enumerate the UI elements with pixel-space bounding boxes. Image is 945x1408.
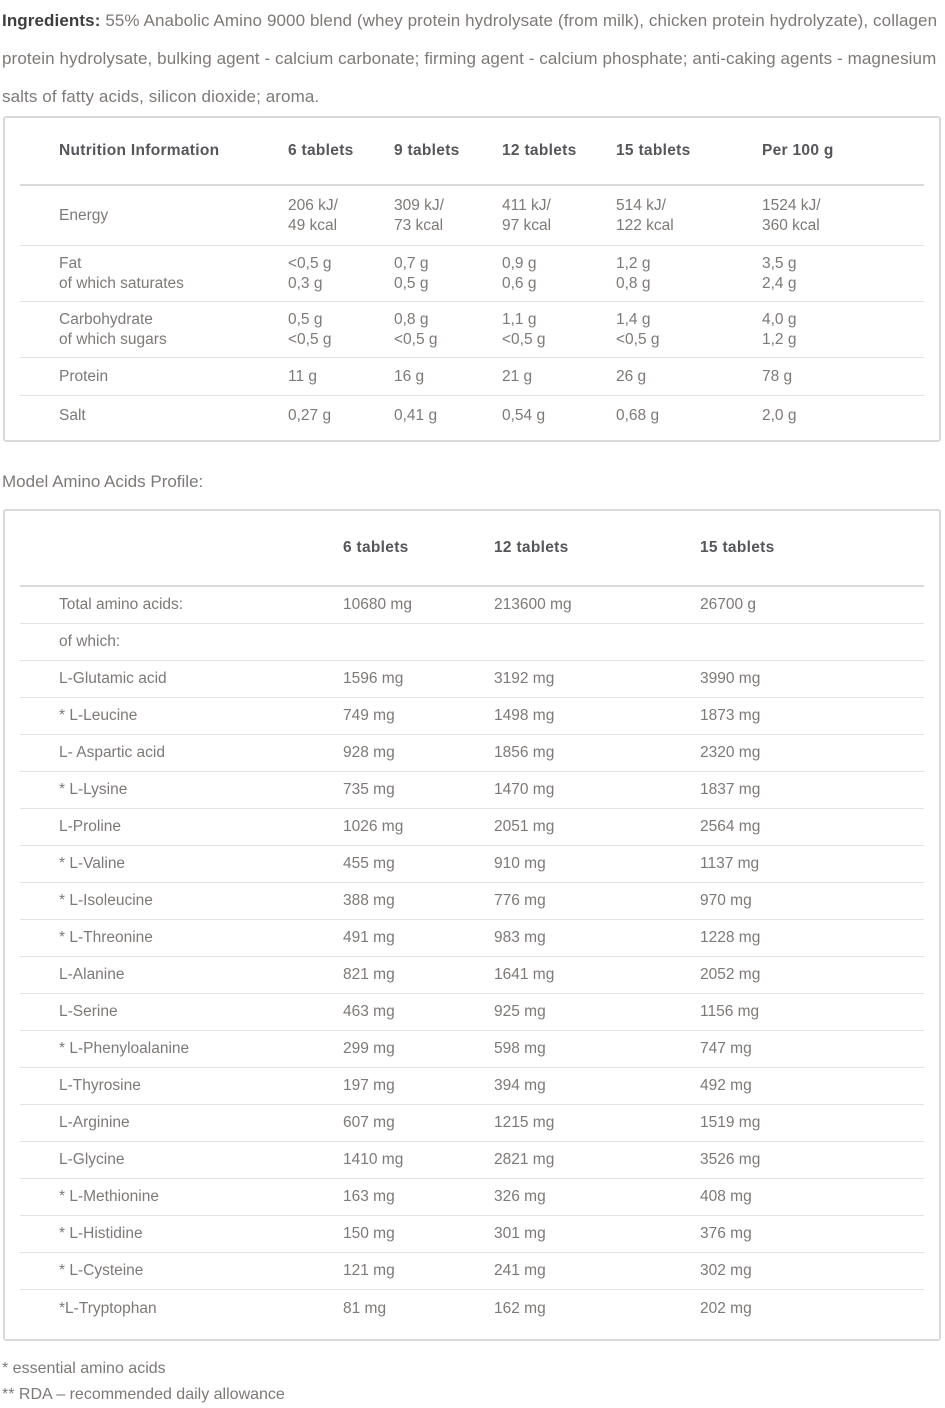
cell-value: 455 mg	[343, 855, 395, 872]
table-row	[20, 1068, 924, 1105]
cell-value: 463 mg	[343, 1003, 395, 1020]
cell-value: 162 mg	[494, 1299, 546, 1317]
ingredients-text: 55% Anabolic Amino 9000 blend (whey protein hydrolysate (from milk), chicken protein hydrolyzate), collagen protein hydrolysate, bulking agent - calcium carbonate; firming agent - calcium phosphate; anti-caking agents - magnesium salts of fatty acids, silicon dioxide; aroma.	[2, 11, 938, 106]
footnote-essential-amino-acids: * essential amino acids	[2, 1360, 166, 1377]
cell-value: 983 mg	[494, 929, 546, 946]
cell-value: 1156 mg	[700, 1003, 760, 1020]
cell-value: 241 mg	[494, 1262, 546, 1279]
cell-value: 598 mg	[494, 1040, 546, 1057]
cell-value: 1215 mg	[494, 1114, 555, 1131]
cell-value: 16 g	[394, 367, 425, 385]
row-label: L-Thyrosine	[59, 1077, 141, 1094]
cell-value: 0,68 g	[616, 407, 660, 424]
table-row	[20, 698, 924, 735]
cell-value: 0,41 g	[394, 407, 438, 424]
cell-value: 213600 mg	[494, 596, 572, 613]
column-header: Per 100 g	[762, 142, 834, 159]
row-label: *L-Tryptophan	[59, 1299, 157, 1317]
cell-value: 749 mg	[343, 707, 395, 724]
cell-value: 3990 mg	[700, 670, 761, 687]
table-header-row	[20, 118, 924, 186]
cell-value: 0,8 g <0,5 g	[394, 310, 438, 348]
table-row	[20, 186, 924, 246]
row-label: * L-Isoleucine	[59, 892, 153, 909]
table-title: Nutrition Information	[59, 142, 220, 159]
table-row	[20, 772, 924, 809]
cell-value: 3526 mg	[700, 1151, 761, 1168]
cell-value: 11 g	[288, 367, 318, 385]
cell-value: 1,1 g <0,5 g	[502, 310, 546, 348]
row-label: L-Glycine	[59, 1151, 125, 1168]
table-row	[20, 396, 924, 436]
cell-value: 1,2 g 0,8 g	[616, 254, 651, 292]
cell-value: 492 mg	[700, 1077, 752, 1094]
cell-value: 821 mg	[343, 966, 395, 983]
cell-value: 0,9 g 0,6 g	[502, 254, 537, 292]
row-label: * L-Phenyloalanine	[59, 1040, 190, 1057]
table-row	[20, 735, 924, 772]
cell-value: 514 kJ/ 122 kcal	[616, 196, 674, 234]
column-header: 6 tablets	[288, 142, 354, 159]
cell-value: 1228 mg	[700, 929, 761, 946]
row-label: * L-Lysine	[59, 781, 128, 798]
cell-value: 0,5 g <0,5 g	[288, 310, 332, 348]
cell-value: 925 mg	[494, 1003, 546, 1020]
cell-value: 1641 mg	[494, 966, 555, 983]
row-label: Salt	[59, 407, 86, 424]
column-header: 12 tablets	[494, 539, 569, 556]
table-row	[20, 1105, 924, 1142]
table-row	[20, 246, 924, 302]
cell-value: 197 mg	[343, 1077, 395, 1094]
cell-value: 408 mg	[700, 1188, 752, 1205]
table-row	[20, 809, 924, 846]
cell-value: 2051 mg	[494, 818, 555, 835]
footnote-rda: ** RDA – recommended daily allowance	[2, 1386, 285, 1403]
cell-value: 206 kJ/ 49 kcal	[288, 196, 338, 234]
table-row	[20, 587, 924, 624]
cell-value: 394 mg	[494, 1077, 546, 1094]
row-label: L-Glutamic acid	[59, 670, 167, 687]
row-label: Total amino acids:	[59, 596, 184, 613]
table-row	[20, 1031, 924, 1068]
cell-value: 301 mg	[494, 1225, 546, 1242]
cell-value: 202 mg	[700, 1299, 752, 1317]
table-row	[20, 846, 924, 883]
cell-value: 1498 mg	[494, 707, 555, 724]
cell-value: 2320 mg	[700, 744, 761, 761]
cell-value: 491 mg	[343, 929, 395, 946]
cell-value: 411 kJ/ 97 kcal	[502, 196, 552, 234]
cell-value: 26700 g	[700, 596, 757, 613]
cell-value: 21 g	[502, 367, 533, 385]
row-label: * L-Methionine	[59, 1188, 159, 1205]
table-row	[20, 1142, 924, 1179]
ingredients-label: Ingredients:	[2, 11, 101, 30]
row-label: L- Aspartic acid	[59, 744, 165, 761]
cell-value: 1837 mg	[700, 781, 761, 798]
cell-value: 78 g	[762, 367, 793, 385]
cell-value: 1,4 g <0,5 g	[616, 310, 660, 348]
cell-value: 3,5 g 2,4 g	[762, 254, 797, 292]
cell-value: 326 mg	[494, 1188, 546, 1205]
cell-value: 2052 mg	[700, 966, 761, 983]
column-header: 12 tablets	[502, 142, 577, 159]
table-row	[20, 661, 924, 698]
row-label: L-Arginine	[59, 1114, 130, 1131]
cell-value: 1410 mg	[343, 1151, 404, 1168]
table-header-row	[20, 511, 924, 587]
cell-value: 928 mg	[343, 744, 395, 761]
table-row	[20, 957, 924, 994]
ingredients-paragraph	[2, 0, 943, 116]
row-label: * L-Valine	[59, 855, 126, 872]
table-row	[20, 1216, 924, 1253]
table-row	[20, 358, 924, 396]
row-label: Carbohydrate of which sugars	[59, 310, 167, 348]
table-row	[20, 302, 924, 358]
column-header: 6 tablets	[343, 539, 409, 556]
amino-profile-heading: Model Amino Acids Profile:	[2, 472, 204, 491]
cell-value: 1524 kJ/ 360 kcal	[762, 196, 821, 234]
cell-value: 1519 mg	[700, 1114, 761, 1131]
cell-value: 376 mg	[700, 1225, 752, 1242]
cell-value: 0,7 g 0,5 g	[394, 254, 429, 292]
column-header: 9 tablets	[394, 142, 460, 159]
footnotes	[2, 1356, 945, 1408]
amino-acids-table	[3, 509, 941, 1341]
cell-value: 970 mg	[700, 892, 752, 909]
cell-value: 10680 mg	[343, 596, 412, 613]
table-row	[20, 920, 924, 957]
row-label: Fat of which saturates	[59, 254, 184, 292]
row-label: * L-Threonine	[59, 929, 153, 946]
cell-value: 1470 mg	[494, 781, 555, 798]
cell-value: 163 mg	[343, 1188, 395, 1205]
cell-value: 0,54 g	[502, 407, 546, 424]
table-row	[20, 1179, 924, 1216]
row-label: * L-Histidine	[59, 1225, 143, 1242]
row-label: L-Serine	[59, 1003, 118, 1020]
cell-value: 2564 mg	[700, 818, 761, 835]
cell-value: 1026 mg	[343, 818, 404, 835]
table-row	[20, 624, 924, 661]
cell-value: 299 mg	[343, 1040, 395, 1057]
cell-value: 2,0 g	[762, 407, 797, 424]
column-header: 15 tablets	[700, 539, 775, 556]
cell-value: 81 mg	[343, 1299, 387, 1317]
nutrition-information-table	[3, 116, 941, 442]
cell-value: <0,5 g 0,3 g	[288, 254, 332, 292]
cell-value: 2821 mg	[494, 1151, 555, 1168]
table-row	[20, 1253, 924, 1290]
cell-value: 388 mg	[343, 892, 395, 909]
table-row	[20, 994, 924, 1031]
cell-value: 150 mg	[343, 1225, 395, 1242]
row-label: * L-Cysteine	[59, 1262, 144, 1279]
cell-value: 776 mg	[494, 892, 546, 909]
cell-value: 0,27 g	[288, 407, 332, 424]
row-label: of which:	[59, 633, 121, 650]
cell-value: 1873 mg	[700, 707, 761, 724]
cell-value: 26 g	[616, 367, 647, 385]
table-row	[20, 883, 924, 920]
cell-value: 3192 mg	[494, 670, 555, 687]
cell-value: 309 kJ/ 73 kcal	[394, 196, 444, 234]
cell-value: 607 mg	[343, 1114, 395, 1131]
row-label: Protein	[59, 367, 109, 385]
cell-value: 1137 mg	[700, 855, 760, 872]
cell-value: 4,0 g 1,2 g	[762, 310, 797, 348]
cell-value: 910 mg	[494, 855, 546, 872]
cell-value: 302 mg	[700, 1262, 752, 1279]
row-label: L-Proline	[59, 818, 122, 835]
cell-value: 1596 mg	[343, 670, 404, 687]
row-label: L-Alanine	[59, 966, 125, 983]
table-row	[20, 1290, 924, 1327]
cell-value: 121 mg	[343, 1262, 395, 1279]
cell-value: 735 mg	[343, 781, 395, 798]
cell-value: 1856 mg	[494, 744, 555, 761]
row-label: * L-Leucine	[59, 707, 138, 724]
cell-value: 747 mg	[700, 1040, 752, 1057]
column-header: 15 tablets	[616, 142, 691, 159]
row-label: Energy	[59, 206, 109, 224]
